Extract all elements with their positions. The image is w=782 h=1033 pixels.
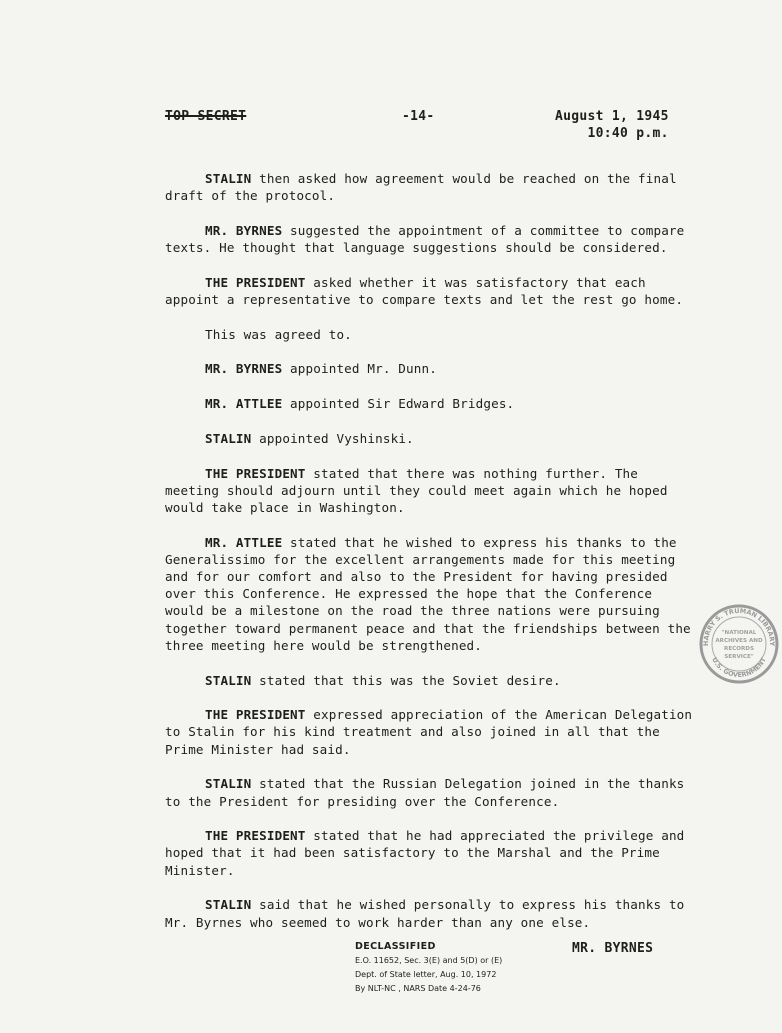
paragraph-text: This was agreed to.	[205, 326, 352, 342]
date-time-block	[555, 108, 669, 142]
paragraph	[165, 672, 695, 689]
speaker-name: STALIN	[205, 430, 252, 446]
speaker-name: MR. BYRNES	[205, 361, 283, 377]
paragraph	[165, 775, 695, 809]
svg-text:U.S. GOVERNMENT: U.S. GOVERNMENT	[710, 656, 768, 680]
speaker-name: THE PRESIDENT	[205, 707, 306, 723]
paragraph-text: then asked how agreement would be reached on the final draft of the protocol.	[165, 171, 677, 204]
paragraph-text: stated that he wished to express his thanks to the Generalissimo for the excellent arrangements made for this meeting and for our comfort and also to the President for having presided over this Conference. He expressed the hope that the Conference would be a milestone on the road the three nations were pursuing together toward permanent peace and that the friendships between the three meeting here would be strengthened.	[165, 534, 691, 653]
declassified-by-date: By NLT-NC , NARS Date 4-24-76	[355, 984, 481, 993]
paragraph	[165, 170, 695, 204]
paragraph-text: asked whether it was satisfactory that each appoint a representative to compare texts and let the rest go home.	[165, 274, 684, 308]
speaker-name: THE PRESIDENT	[205, 465, 306, 481]
svg-text:HARRY S. TRUMAN LIBRARY: HARRY S. TRUMAN LIBRARY	[701, 606, 777, 647]
svg-text:"NATIONAL: "NATIONAL	[721, 630, 757, 636]
paragraph-text: stated that there was nothing further. The meeting should adjourn until they could meet again which he hoped would take place in Washington.	[165, 465, 668, 515]
paragraph-text: appointed Vyshinski.	[251, 430, 414, 446]
paragraph-text: suggested the appointment of a committee to compare texts. He thought that language suggestions should be considered.	[165, 222, 685, 256]
declassification-block	[355, 940, 555, 996]
paragraph	[165, 274, 695, 308]
recorder-name: MR. BYRNES	[572, 941, 654, 956]
speaker-name: STALIN	[205, 776, 252, 792]
paragraph	[165, 430, 695, 447]
declassified-authority: E.O. 11652, Sec. 3(E) and 5(D) or (E)	[355, 956, 503, 965]
document-date: August 1, 1945	[555, 109, 669, 124]
document-time: 10:40 p.m.	[587, 126, 669, 141]
paragraph	[165, 827, 695, 879]
paragraph	[165, 395, 695, 412]
paragraph	[165, 222, 695, 256]
speaker-name: STALIN	[205, 672, 252, 688]
paragraph-text: stated that the Russian Delegation joined in the thanks to the President for presiding over the Conference.	[165, 776, 685, 809]
speaker-name: MR. ATTLEE	[205, 534, 283, 550]
paragraph	[165, 465, 695, 517]
speaker-name: STALIN	[205, 897, 252, 913]
paragraph-text: appointed Sir Edward Bridges.	[282, 396, 515, 412]
paragraph-text: said that he wished personally to express his thanks to Mr. Byrnes who seemed to work harder than any one else.	[165, 897, 685, 930]
paragraph-text: expressed appreciation of the American Delegation to Stalin for his kind treatment and also joined in all that the Prime Minister had said.	[165, 707, 693, 757]
svg-text:SERVICE": SERVICE"	[724, 654, 754, 660]
declassified-letter: Dept. of State letter, Aug. 10, 1972	[355, 970, 497, 979]
paragraph-text: appointed Mr. Dunn.	[282, 361, 437, 377]
page-number: -14-	[402, 109, 435, 124]
paragraph-text: stated that he had appreciated the privilege and hoped that it had been satisfactory to the Marshal and the Prime Minister.	[165, 828, 685, 878]
paragraph-text: stated that this was the Soviet desire.	[251, 672, 561, 688]
svg-text:ARCHIVES AND: ARCHIVES AND	[715, 638, 763, 644]
paragraph	[165, 326, 695, 343]
speaker-name: THE PRESIDENT	[205, 274, 306, 290]
speaker-name: MR. ATTLEE	[205, 396, 283, 412]
paragraph	[165, 896, 695, 930]
speaker-name: STALIN	[205, 171, 252, 186]
svg-text:RECORDS: RECORDS	[724, 646, 754, 652]
archives-stamp-icon	[698, 603, 780, 685]
speaker-name: MR. BYRNES	[205, 222, 283, 238]
classification-mark: TOP SECRET	[165, 109, 247, 124]
speaker-name: THE PRESIDENT	[205, 828, 306, 844]
paragraph	[165, 534, 695, 654]
paragraph	[165, 706, 695, 758]
minutes-body	[165, 170, 695, 948]
paragraph	[165, 360, 695, 377]
declassified-title: DECLASSIFIED	[355, 941, 436, 952]
